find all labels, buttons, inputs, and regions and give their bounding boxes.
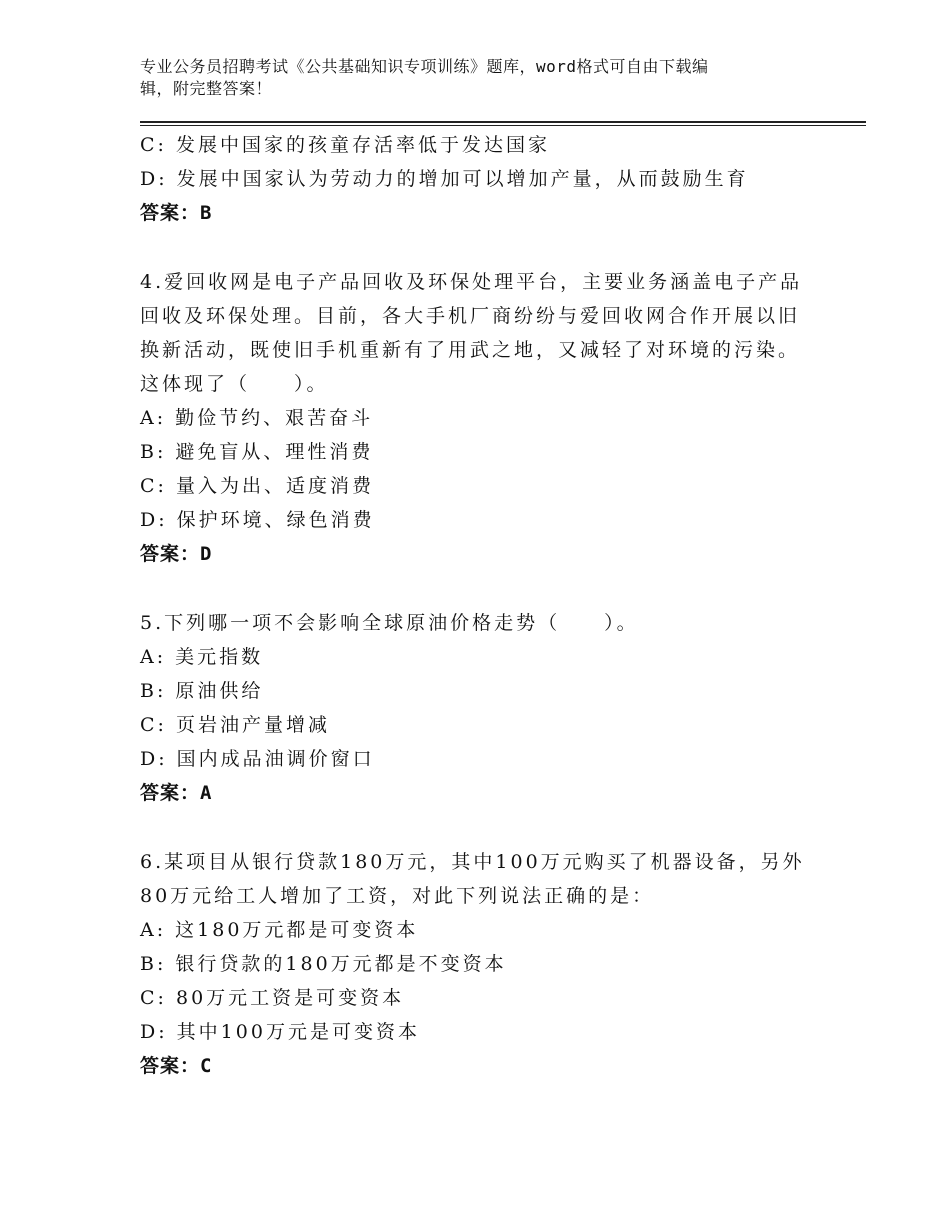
question-block <box>140 128 840 230</box>
question-stem-line: 5.下列哪一项不会影响全球原油价格走势（ ）。 <box>140 612 639 634</box>
question-list <box>140 128 840 1083</box>
header-rule-thin <box>140 125 866 126</box>
answer-label: 答案：A <box>140 782 213 804</box>
answer-label: 答案：C <box>140 1055 213 1077</box>
option-b: B: 避免盲从、理性消费 <box>140 441 374 463</box>
option-a: A: 勤俭节约、艰苦奋斗 <box>140 407 374 429</box>
question-stem-line: 80万元给工人增加了工资，对此下列说法正确的是： <box>140 885 655 907</box>
header-rule-thick <box>140 121 866 123</box>
question-block <box>140 265 840 571</box>
question-block <box>140 845 840 1083</box>
option-c: C: 发展中国家的孩童存活率低于发达国家 <box>140 134 550 156</box>
option-b: B: 银行贷款的180万元都是不变资本 <box>140 953 507 975</box>
option-a: A: 美元指数 <box>140 646 264 668</box>
option-d: D: 国内成品油调价窗口 <box>140 748 375 770</box>
option-d: D: 保护环境、绿色消费 <box>140 509 375 531</box>
header-line-2: 辑，附完整答案！ <box>140 79 273 98</box>
question-block <box>140 606 840 810</box>
option-c: C: 80万元工资是可变资本 <box>140 987 405 1009</box>
question-stem-line: 4.爱回收网是电子产品回收及环保处理平台，主要业务涵盖电子产品 <box>140 271 803 293</box>
header-line-1: 专业公务员招聘考试《公共基础知识专项训练》题库，word格式可自由下载编 <box>140 57 709 76</box>
option-c: C: 量入为出、适度消费 <box>140 475 374 497</box>
answer-label: 答案：D <box>140 543 213 565</box>
question-stem-line: 换新活动，既使旧手机重新有了用武之地，又减轻了对环境的污染。 <box>140 339 801 361</box>
question-stem-line: 6.某项目从银行贷款180万元，其中100万元购买了机器设备，另外 <box>140 851 805 873</box>
answer-label: 答案：B <box>140 202 213 224</box>
option-b: B: 原油供给 <box>140 680 264 702</box>
question-stem-line: 回收及环保处理。目前，各大手机厂商纷纷与爱回收网合作开展以旧 <box>140 305 801 327</box>
option-d: D: 其中100万元是可变资本 <box>140 1021 420 1043</box>
option-a: A: 这180万元都是可变资本 <box>140 919 419 941</box>
option-c: C: 页岩油产量增减 <box>140 714 330 736</box>
page-header <box>140 56 820 100</box>
option-d: D: 发展中国家认为劳动力的增加可以增加产量，从而鼓励生育 <box>140 168 749 190</box>
question-stem-line: 这体现了（ ）。 <box>140 373 329 395</box>
